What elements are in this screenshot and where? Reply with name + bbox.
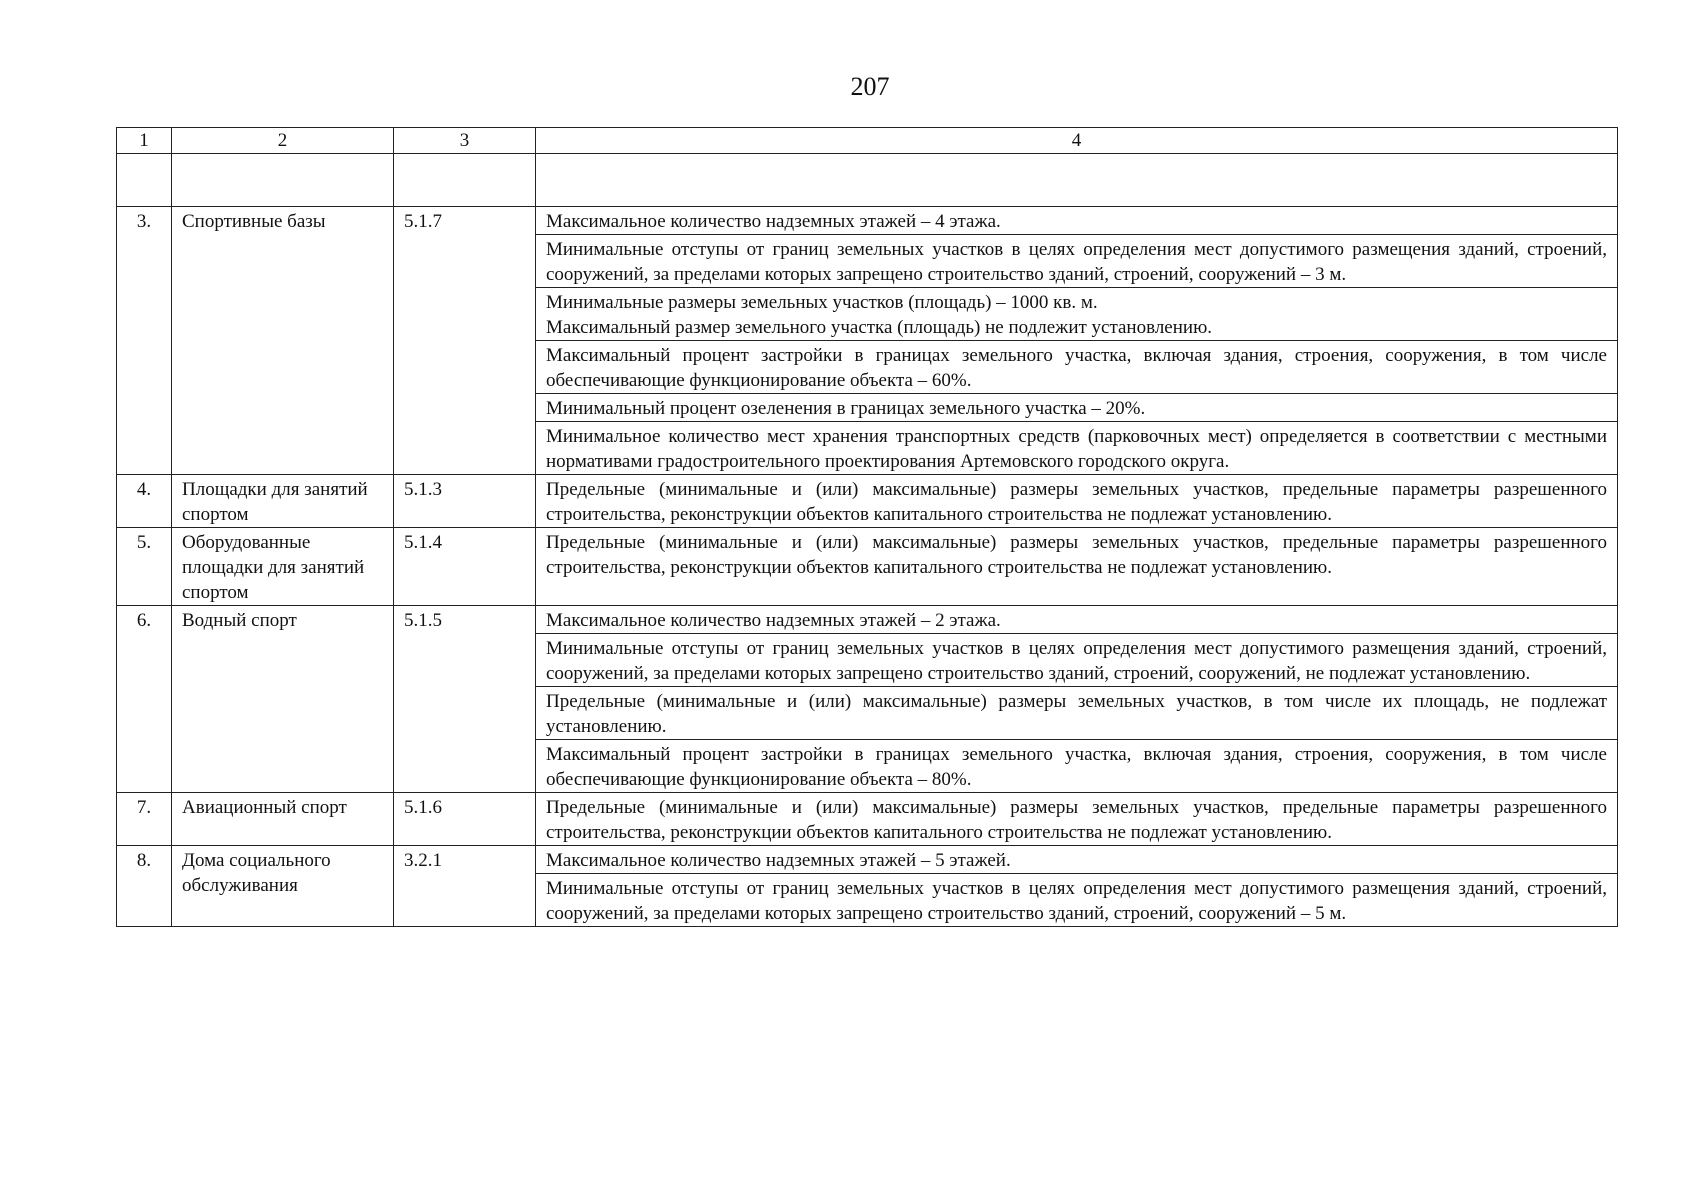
parameter-cell (536, 528, 1618, 606)
parameter-cell (536, 422, 1618, 475)
use-name: Оборудованные площадки для занятий спортом (172, 528, 394, 606)
classifier-code: 5.1.5 (394, 606, 536, 793)
column-header-4: 4 (536, 128, 1618, 154)
parameter-cell (536, 394, 1618, 422)
parameter-cell (536, 874, 1618, 927)
parameter-text: Минимальное количество мест хранения транспортных средств (парковочных мест) определяется в соответствии с местными нормативами градостроительного проектирования Артемовского городского округа. (546, 426, 1607, 472)
parameter-text: Предельные (минимальные и (или) максимальные) размеры земельных участков, в том числе их площадь, не подлежат установлению. (546, 691, 1607, 737)
use-name: Авиационный спорт (172, 793, 394, 846)
parameter-cell (536, 606, 1618, 634)
parameter-text: Минимальные размеры земельных участков (площадь) – 1000 кв. м. (546, 292, 1098, 313)
parameter-text: Минимальные отступы от границ земельных участков в целях определения мест допустимого размещения зданий, строений, сооружений, за пределами которых запрещено строительство зданий, строений, сооружений – 3 м. (546, 239, 1607, 285)
parameter-text: Минимальные отступы от границ земельных участков в целях определения мест допустимого размещения зданий, строений, сооружений, за пределами которых запрещено строительство зданий, строений, сооружений – 5 м. (546, 878, 1607, 924)
parameter-text: Максимальный размер земельного участка (площадь) не подлежит установлению. (546, 317, 1213, 338)
empty-row (117, 154, 1618, 207)
parameter-text: Минимальный процент озеленения в границах земельного участка – 20%. (546, 398, 1146, 419)
page-number: 207 (850, 72, 890, 101)
parameter-cell (536, 634, 1618, 687)
row-number: 5. (117, 528, 172, 606)
use-name: Дома социального обслуживания (172, 846, 394, 927)
use-name: Спортивные базы (172, 207, 394, 475)
parameter-cell (536, 475, 1618, 528)
column-header-3: 3 (394, 128, 536, 154)
parameter-text: Максимальное количество надземных этажей – 5 этажей. (546, 850, 1011, 871)
row-number: 6. (117, 606, 172, 793)
column-header-1: 1 (117, 128, 172, 154)
empty-cell (536, 154, 1618, 207)
parameter-text: Предельные (минимальные и (или) максимальные) размеры земельных участков, предельные параметры разрешенного строительства, реконструкции объектов капитального строительства не подлежат установлению. (546, 532, 1607, 578)
table-row (117, 846, 1618, 874)
empty-cell (394, 154, 536, 207)
parameter-cell (536, 207, 1618, 235)
regulations-table (116, 127, 1618, 927)
parameter-text: Максимальный процент застройки в границах земельного участка, включая здания, строения, сооружения, в том числе обеспечивающие функционирование объекта – 60%. (546, 345, 1607, 391)
row-number: 3. (117, 207, 172, 475)
parameter-cell (536, 740, 1618, 793)
row-number: 8. (117, 846, 172, 927)
empty-cell (117, 154, 172, 207)
classifier-code: 5.1.6 (394, 793, 536, 846)
classifier-code: 3.2.1 (394, 846, 536, 927)
parameter-text: Минимальные отступы от границ земельных участков в целях определения мест допустимого размещения зданий, строений, сооружений, за пределами которых запрещено строительство зданий, строений, сооружений, не подлежат установлению. (546, 638, 1607, 684)
table-row (117, 606, 1618, 634)
parameter-cell (536, 687, 1618, 740)
column-header-2: 2 (172, 128, 394, 154)
parameter-cell (536, 846, 1618, 874)
parameter-text: Максимальное количество надземных этажей – 2 этажа. (546, 610, 1001, 631)
table-row (117, 207, 1618, 235)
classifier-code: 5.1.4 (394, 528, 536, 606)
row-number: 7. (117, 793, 172, 846)
table-row (117, 475, 1618, 528)
parameter-cell (536, 288, 1618, 341)
parameter-text: Предельные (минимальные и (или) максимальные) размеры земельных участков, предельные параметры разрешенного строительства, реконструкции объектов капитального строительства не подлежат установлению. (546, 797, 1607, 843)
parameter-text: Предельные (минимальные и (или) максимальные) размеры земельных участков, предельные параметры разрешенного строительства, реконструкции объектов капитального строительства не подлежат установлению. (546, 479, 1607, 525)
parameter-text: Максимальный процент застройки в границах земельного участка, включая здания, строения, сооружения, в том числе обеспечивающие функционирование объекта – 80%. (546, 744, 1607, 790)
empty-cell (172, 154, 394, 207)
parameter-cell (536, 235, 1618, 288)
classifier-code: 5.1.3 (394, 475, 536, 528)
classifier-code: 5.1.7 (394, 207, 536, 475)
row-number: 4. (117, 475, 172, 528)
table-row (117, 528, 1618, 606)
parameter-cell (536, 341, 1618, 394)
parameter-cell (536, 793, 1618, 846)
use-name: Площадки для занятий спортом (172, 475, 394, 528)
table-row (117, 793, 1618, 846)
parameter-text: Максимальное количество надземных этажей – 4 этажа. (546, 211, 1001, 232)
use-name: Водный спорт (172, 606, 394, 793)
table-header-row (117, 128, 1618, 154)
